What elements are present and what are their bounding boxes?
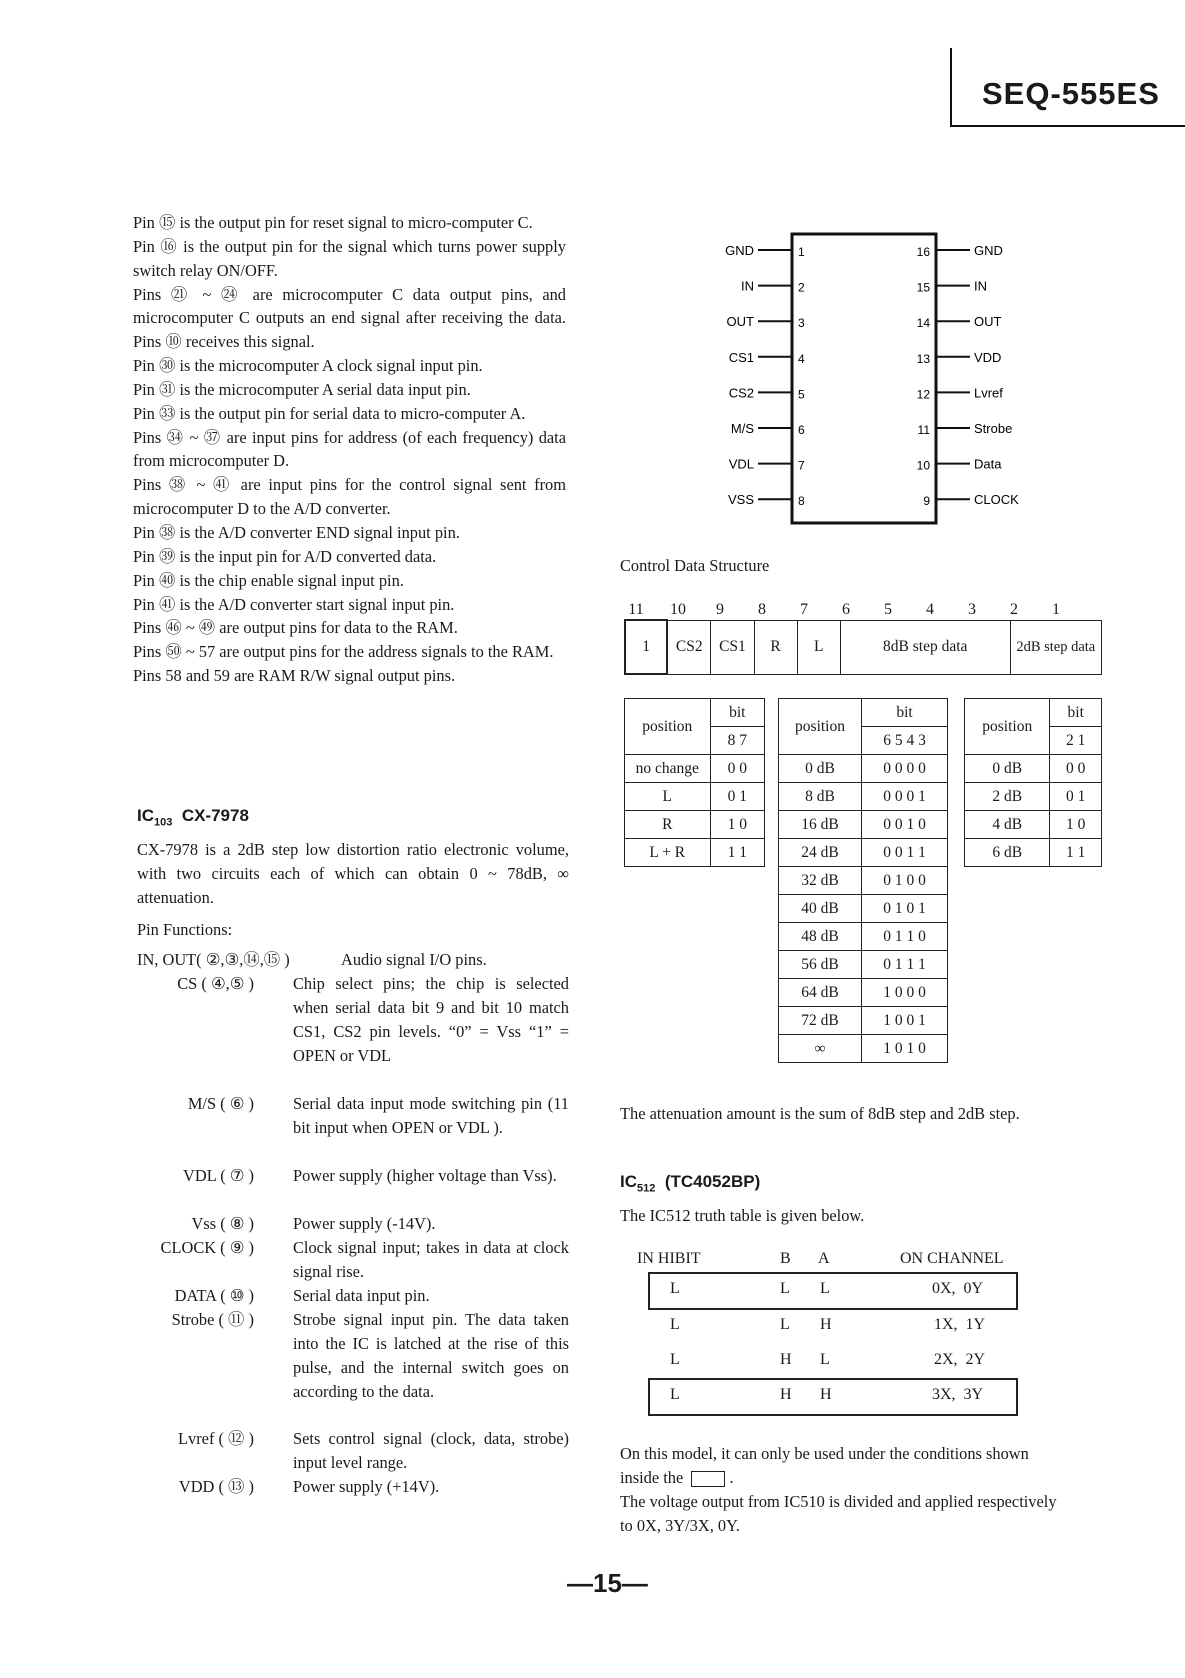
bit-number: 9 — [716, 601, 724, 618]
pin-name: CLOCK — [974, 492, 1019, 508]
tt-cell: 0X, 0Y — [932, 1280, 984, 1297]
paragraph: Pin ㊵ is the chip enable signal input pin. — [133, 570, 404, 590]
ic512-heading: $IC_{512}$ (TC4052BP) — [620, 1172, 761, 1195]
tt-cell: H — [780, 1386, 792, 1403]
paragraph: Pin ⑮ is the output pin for reset signal to micro-computer C. — [133, 213, 533, 232]
paragraph: Pin ㉝ is the output pin for serial data to micro-computer A. — [133, 403, 526, 423]
pin-number: 7 — [798, 458, 805, 473]
paragraph: Pin ㊶ is the A/D converter start signal input pin. — [133, 594, 455, 614]
pin-name: CS2 — [728, 385, 754, 401]
paragraph: Pin ㉛ is the microcomputer A serial data input pin. — [133, 379, 471, 399]
pin-name: IN — [741, 278, 754, 294]
bit-number: 7 — [800, 601, 808, 618]
paragraph: Pins ㉞ ~ ㊲ are input pins for address (of each frequency) data from microcomputer D. — [133, 427, 566, 471]
bit-number: 1 — [1052, 601, 1060, 618]
ic103-heading: $IC_{103}$ CX-7978 — [137, 806, 249, 829]
pin-name: OUT — [726, 314, 754, 330]
pin-name: IN — [974, 278, 987, 294]
page-number: —15— — [567, 1568, 648, 1598]
paragraph: Pins 58 and 59 are RAM R/W signal output pins. — [133, 666, 456, 686]
pin-descriptions — [133, 211, 566, 688]
pin-functions-title: Pin Functions: — [137, 920, 233, 939]
paragraph: Pins ㊻ ~ ㊾ are output pins for data to the RAM. — [133, 618, 458, 638]
header-rule-vertical — [950, 48, 952, 126]
bit-number: 3 — [968, 601, 976, 618]
pin-number: 3 — [798, 316, 805, 331]
bit-number: 8 — [758, 601, 766, 618]
tt-cell: L — [670, 1280, 680, 1297]
ic512-note: On this model, it can only be used under the conditions shown inside the . — [620, 1444, 1029, 1487]
2db-step-table: position bit 2 1 0 dB 0 0 2 dB 0 1 4 dB 1 0 6 dB 1 1 — [964, 698, 1102, 867]
tt-cell: L — [670, 1316, 680, 1333]
pin-number: 2 — [798, 280, 805, 295]
pin-number: 8 — [798, 494, 805, 509]
pin-number: 9 — [923, 494, 930, 509]
tt-cell: 2X, 2Y — [934, 1351, 986, 1368]
ic512-note-2: The voltage output from IC510 is divided and applied respectively to 0X, 3Y/3X, 0Y. — [620, 1492, 1057, 1535]
pin-number: 13 — [916, 351, 930, 366]
8db-step-table: position bit 6 5 4 3 0 dB 0 0 0 0 8 dB 0 0 0 1 16 dB 0 0 1 0 24 dB 0 0 1 1 32 dB 0 1 0 0 40 dB 0 1 0 1 48 dB 0 1 1 0 56 dB 0 1 1 1 64 dB 1 0 0 0 72 dB 1 0 0 1 ∞ 1 0 1 0 — [778, 698, 948, 1063]
tt-cell: 3X, 3Y — [932, 1386, 984, 1403]
tt-cell: 1X, 1Y — [934, 1316, 986, 1333]
paragraph: Pins ㊳ ~ ㊶ are input pins for the control signal sent from microcomputer D to the A/D converter. — [133, 475, 566, 519]
pin-number: 6 — [798, 423, 805, 437]
pin-number: 10 — [916, 458, 930, 473]
pin-number: 4 — [798, 351, 805, 366]
tt-col-b: B — [780, 1250, 791, 1267]
tt-cell: L — [670, 1351, 680, 1368]
bit-number: 6 — [842, 601, 850, 618]
bit-number: 11 — [628, 601, 644, 618]
pin-number: 1 — [798, 245, 805, 259]
box-symbol — [691, 1471, 725, 1487]
paragraph: Pin ⑯ is the output pin for the signal which turns power supply switch relay ON/OFF. — [133, 236, 566, 280]
tt-cell: L — [820, 1280, 830, 1297]
pin-name: Strobe — [974, 421, 1013, 436]
pin-number: 12 — [916, 387, 930, 402]
bit-number: 4 — [926, 601, 934, 618]
tt-cell: L — [670, 1386, 680, 1403]
pin-name: GND — [725, 243, 754, 258]
bit-number: 5 — [884, 601, 892, 618]
control-data-fields: 1 CS2 CS1 R L 8dB step data 2dB step data — [624, 619, 1102, 675]
pin-name: Data — [974, 456, 1002, 472]
paragraph: Pin ㊴ is the input pin for A/D converted data. — [133, 546, 437, 566]
pin-number: 14 — [916, 316, 930, 331]
pin-name: VDL — [728, 456, 754, 472]
pin-name: M/S — [730, 421, 754, 436]
pin-name: VDD — [974, 349, 1002, 365]
paragraph: Pin ㉚ is the microcomputer A clock signal input pin. — [133, 356, 483, 376]
lr-position-table: position bit 8 7 no change 0 0 L 0 1 R 1 0 L + R 1 1 — [624, 698, 765, 867]
pin-number: 11 — [917, 423, 930, 437]
pin-name: CS1 — [728, 349, 754, 365]
pin-name: Lvref — [974, 385, 1003, 401]
pin-number: 16 — [916, 245, 930, 259]
pin-name: OUT — [974, 314, 1002, 330]
tt-cell: L — [780, 1280, 790, 1297]
tt-col-channel: ON CHANNEL — [900, 1250, 1004, 1267]
paragraph: Pins ㉑ ~ ㉔ are microcomputer C data output pins, and microcomputer C outputs an end signal after receiving the data. Pins ⑩ receives this signal. — [133, 284, 566, 352]
tt-cell: H — [820, 1386, 832, 1403]
tt-cell: L — [820, 1351, 830, 1368]
pin-number: 5 — [798, 387, 805, 402]
header-rule-horizontal — [950, 125, 1185, 127]
pin-name: VSS — [727, 492, 754, 508]
cx7978-pinout-diagram — [700, 230, 1040, 530]
control-data-title: Control Data Structure — [620, 556, 770, 575]
ic103-description: CX-7978 is a 2dB step low distortion ratio electronic volume, with two circuits each of which can obtain 0 ~ 78dB, ∞ attenuation. — [137, 840, 569, 907]
paragraph: Pin ㊳ is the A/D converter END signal input pin. — [133, 522, 460, 542]
bit-number: 2 — [1010, 601, 1018, 618]
pin-number: 15 — [916, 280, 930, 295]
tt-cell: H — [780, 1351, 792, 1368]
model-number: SEQ-555ES — [982, 76, 1160, 111]
attenuation-note: The attenuation amount is the sum of 8dB step and 2dB step. — [620, 1104, 1020, 1123]
paragraph: Pins ㊿ ~ 57 are output pins for the address signals to the RAM. — [133, 642, 554, 662]
tt-cell: L — [780, 1316, 790, 1333]
bit-number: 10 — [670, 601, 686, 618]
tt-col-a: A — [818, 1250, 830, 1267]
ic512-intro: The IC512 truth table is given below. — [620, 1206, 865, 1225]
tt-cell: H — [820, 1316, 832, 1333]
tt-col-inhibit: IN HIBIT — [637, 1250, 701, 1267]
pin-name: GND — [974, 243, 1003, 258]
